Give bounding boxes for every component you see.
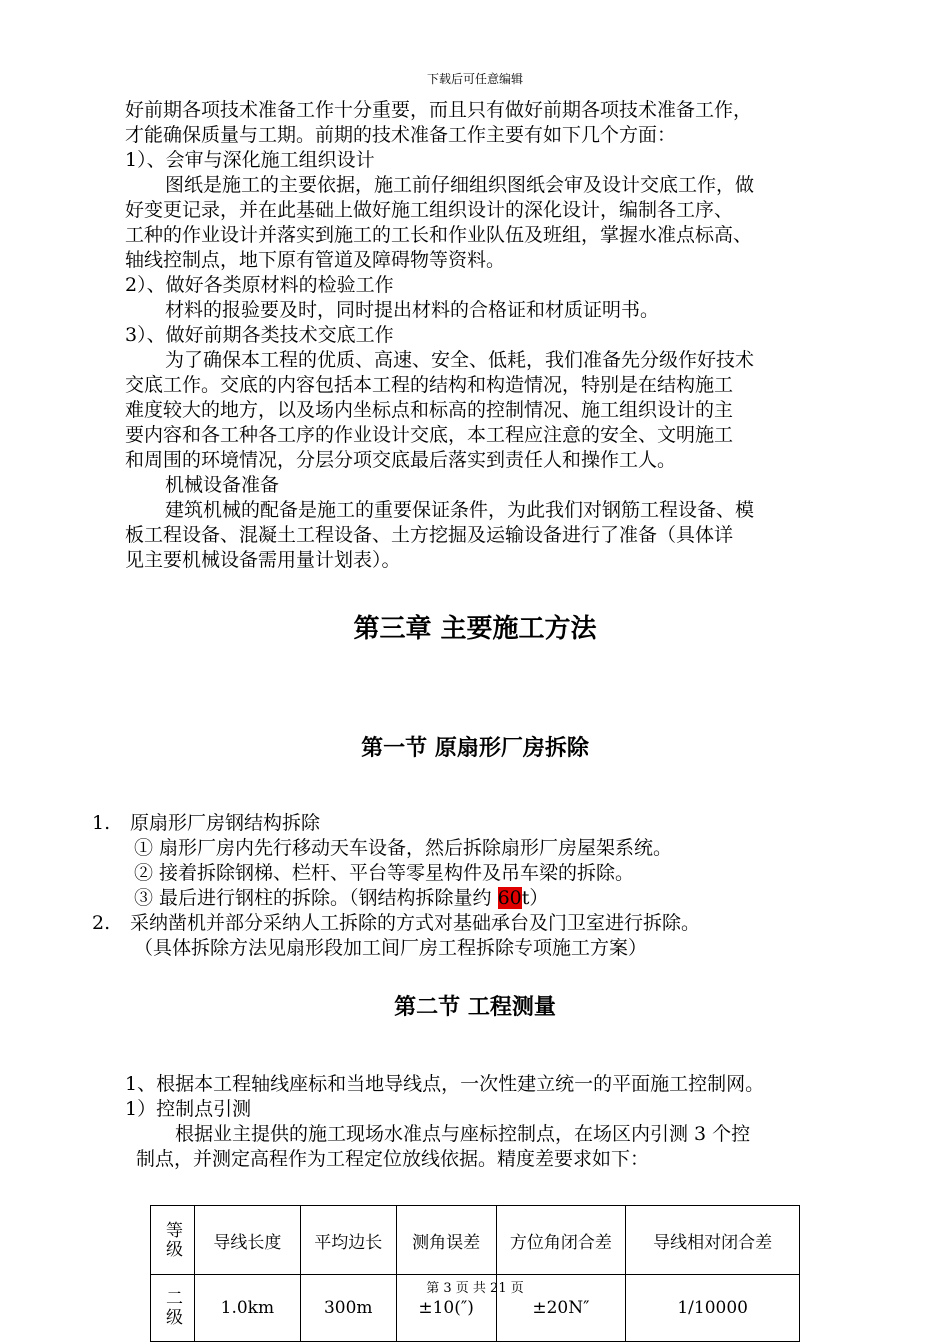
- chapter-title: 第三章 主要施工方法: [353, 614, 597, 644]
- table-header-cell: 导线长度: [194, 1206, 300, 1275]
- paragraph-line: 图纸是施工的主要依据，施工前仔细组织图纸会审及设计交底工作，做: [165, 174, 755, 196]
- section-title: 第一节 原扇形厂房拆除: [361, 736, 589, 761]
- table-header-cell: 方位角闭合差: [496, 1206, 626, 1275]
- table-header-cell: 等级: [151, 1206, 195, 1275]
- table-header-cell: 平均边长: [300, 1206, 396, 1275]
- table-cell: 300m: [300, 1275, 396, 1342]
- sub-list-item: ② 接着拆除钢梯、栏杆、平台等零星构件及吊车梁的拆除。: [134, 862, 635, 884]
- table-cell: 二级: [151, 1275, 195, 1342]
- paragraph-line: 要内容和各工种各工序的作业设计交底，本工程应注意的安全、文明施工: [125, 424, 734, 446]
- table-cell: 1.0km: [194, 1275, 300, 1342]
- paragraph-line: 1、根据本工程轴线座标和当地导线点，一次性建立统一的平面施工控制网。: [125, 1073, 765, 1095]
- highlighted-value: 60: [497, 887, 522, 909]
- paragraph-line: 材料的报验要及时，同时提出材料的合格证和材质证明书。: [165, 299, 660, 321]
- paragraph-line: 好变更记录，并在此基础上做好施工组织设计的深化设计，编制各工序、: [125, 199, 734, 221]
- list-heading: 1）、会审与深化施工组织设计: [125, 149, 375, 171]
- table-cell: 1/10000: [626, 1275, 800, 1342]
- paragraph-line: 交底工作。交底的内容包括本工程的结构和构造情况，特别是在结构施工: [125, 374, 734, 396]
- paragraph-line: 和周围的环境情况，分层分项交底最后落实到责任人和操作工人。: [125, 449, 677, 471]
- paragraph-line: 才能确保质量与工期。前期的技术准备工作主要有如下几个方面：: [125, 124, 677, 146]
- paragraph-line: 建筑机械的配备是施工的重要保证条件，为此我们对钢筋工程设备、模: [165, 499, 755, 521]
- table-header-cell: 导线相对闭合差: [626, 1206, 800, 1275]
- paragraph-line: 工种的作业设计并落实到施工的工长和作业队伍及班组，掌握水准点标高、: [125, 224, 753, 246]
- precision-table: [150, 1205, 800, 1342]
- paragraph-line: 见主要机械设备需用量计划表）。: [125, 549, 401, 571]
- header-note: 下载后可任意编辑: [426, 72, 523, 86]
- table-header-row: [151, 1206, 800, 1275]
- sub-list-text: t）: [521, 887, 549, 909]
- paragraph-line: 根据业主提供的施工现场水准点与座标控制点，在场区内引测 3 个控: [175, 1123, 751, 1145]
- table-cell: ±10(″): [396, 1275, 496, 1342]
- list-heading: 1）控制点引测: [125, 1098, 252, 1120]
- list-number: 1.: [92, 812, 111, 834]
- list-item: 采纳凿机并部分采纳人工拆除的方式对基础承台及门卫室进行拆除。: [130, 912, 701, 934]
- list-heading: 3）、做好前期各类技术交底工作: [125, 324, 394, 346]
- table-cell: ±20N″: [496, 1275, 626, 1342]
- paragraph-line: 难度较大的地方，以及场内坐标点和标高的控制情况、施工组织设计的主: [125, 399, 734, 421]
- list-note: （具体拆除方法见扇形段加工间厂房工程拆除专项施工方案）: [134, 937, 648, 959]
- paragraph-line: 板工程设备、混凝土工程设备、土方挖掘及运输设备进行了准备（具体详: [125, 524, 734, 546]
- sub-list-text: ③ 最后进行钢柱的拆除。（钢结构拆除量约: [134, 887, 498, 909]
- paragraph-line: 制点，并测定高程作为工程定位放线依据。精度差要求如下：: [136, 1148, 650, 1170]
- paragraph-line: 为了确保本工程的优质、高速、安全、低耗，我们准备先分级作好技术: [165, 349, 755, 371]
- table-header-cell: 测角误差: [396, 1206, 496, 1275]
- list-heading: 机械设备准备: [165, 474, 280, 496]
- paragraph-line: 轴线控制点，地下原有管道及障碍物等资料。: [125, 249, 506, 271]
- list-item: 原扇形厂房钢结构拆除: [130, 812, 321, 834]
- sub-list-item: ① 扇形厂房内先行移动天车设备，然后拆除扇形厂房屋架系统。: [134, 837, 673, 859]
- list-heading: 2）、做好各类原材料的检验工作: [125, 274, 394, 296]
- list-number: 2.: [92, 912, 111, 934]
- section-title: 第二节 工程测量: [394, 995, 556, 1020]
- paragraph-line: 好前期各项技术准备工作十分重要，而且只有做好前期各项技术准备工作，: [125, 99, 753, 121]
- page-footer: 第 3 页 共 21 页: [426, 1281, 524, 1296]
- sub-list-item: [134, 886, 548, 911]
